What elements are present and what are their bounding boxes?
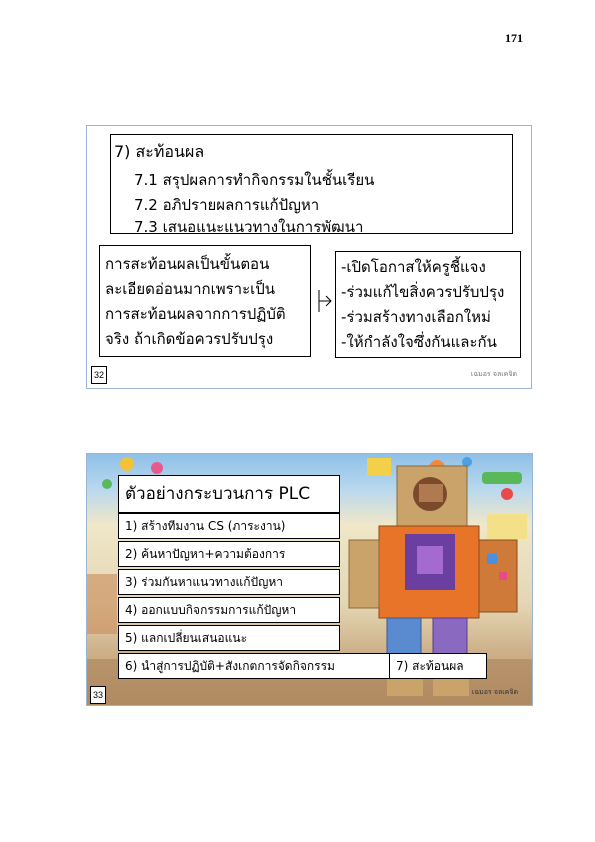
action-line: -ร่วมแก้ไขสิ่งควรปรับปรุง (341, 283, 505, 301)
explanation-line: จริง ถ้าเกิดข้อควรปรับปรุง (105, 330, 274, 348)
slide-32 (86, 125, 532, 389)
slide-author: เฉมอร จลเคจิด (470, 370, 517, 378)
arrow-right-icon (317, 286, 335, 316)
subitem-7-2: 7.2 อภิปรายผลการแก้ปัญหา (134, 196, 320, 214)
subitem-7-1: 7.1 สรุปผลการทำกิจกรรมในชั้นเรียน (134, 171, 375, 189)
action-line: -ให้กำลังใจซึ่งกันและกัน (341, 333, 497, 351)
action-line: -ร่วมสร้างทางเลือกใหม่ (341, 308, 491, 326)
plc-step-4: 4) ออกแบบกิจกรรมการแก้ปัญหา (118, 597, 340, 623)
page-number: 171 (505, 31, 523, 45)
step-7-heading: 7) สะท้อนผล (114, 142, 205, 161)
plc-step-1: 1) สร้างทีมงาน CS (ภาระงาน) (118, 513, 340, 539)
plc-step-6: 6) นำสู่การปฏิบัติ+สังเกตการจัดกิจกรรม (118, 653, 390, 679)
explanation-line: การสะท้อนผลจากการปฏิบัติ (105, 305, 286, 323)
explanation-line: การสะท้อนผลเป็นขั้นตอน (105, 255, 270, 273)
slide-33 (86, 453, 533, 706)
slide-title: ตัวอย่างกระบวนการ PLC (118, 475, 340, 513)
reflection-summary-box (110, 134, 513, 234)
plc-step-2: 2) ค้นหาปัญหา+ความต้องการ (118, 541, 340, 567)
action-line: -เปิดโอกาสให้ครูชี้แจง (341, 258, 486, 276)
reflection-explanation-box (99, 245, 311, 357)
slide-number: 32 (91, 366, 107, 384)
explanation-line: ละเอียดอ่อนมากเพราะเป็น (105, 280, 276, 298)
plc-step-5: 5) แลกเปลี่ยนเสนอแนะ (118, 625, 340, 651)
plc-step-3: 3) ร่วมกันหาแนวทางแก้ปัญหา (118, 569, 340, 595)
plc-step-7: 7) สะท้อนผล (389, 653, 487, 679)
slide-number: 33 (90, 686, 106, 704)
subitem-7-3: 7.3 เสนอแนะแนวทางในการพัฒนา (134, 218, 364, 236)
slide-author: เฉมอร จลเคจิด (471, 688, 518, 696)
reflection-actions-box (335, 251, 521, 358)
